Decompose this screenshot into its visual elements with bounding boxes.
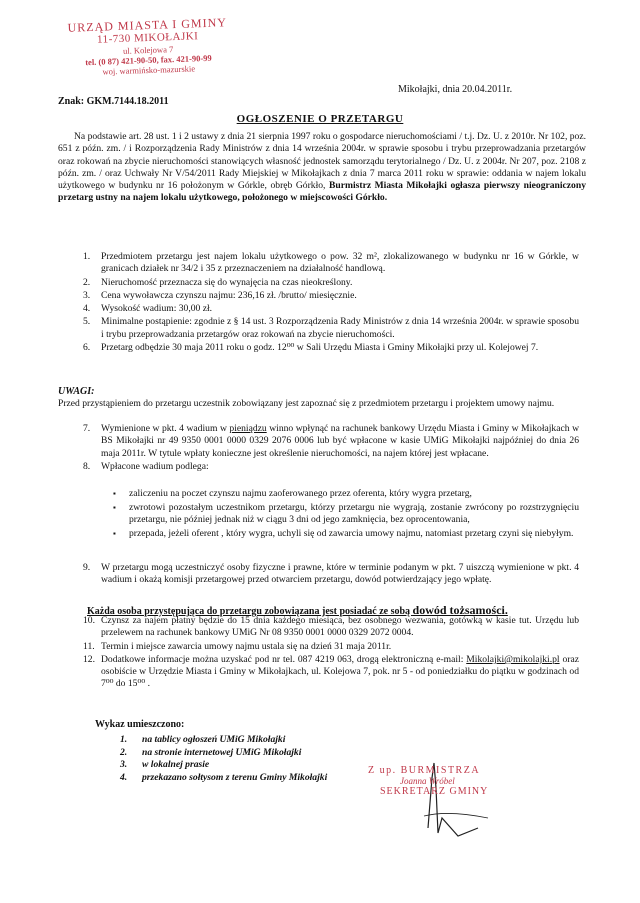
remarks-list: [75, 423, 579, 474]
item-text: oraz osobiście w Urzędzie Miasta i Gminy w Mikołajkach, ul. Kolejowa 7, pok. nr 5 - od poniedziałku do piątku w godzinach od 7⁰⁰ do 15⁰⁰ .: [101, 653, 579, 690]
approval-stamp-line-2: SEKRETARZ GMINY: [380, 786, 489, 797]
item-number: 1.: [120, 734, 128, 745]
item-number: 10.: [83, 615, 95, 626]
item-number: 1.: [83, 251, 91, 262]
item-text: na tablicy ogłoszeń UMiG Mikołajki: [142, 734, 286, 745]
item-number: 3.: [83, 289, 91, 301]
reference-number: Znak: GKM.7144.18.2011: [58, 96, 169, 107]
item-number: 2.: [83, 276, 91, 288]
item-number: 4.: [83, 303, 91, 315]
item-text: na stronie internetowej UMiG Mikołajki: [142, 746, 302, 758]
item-number: 3.: [120, 759, 128, 770]
item-text: Termin i miejsce zawarcia umowy najmu ustala się na dzień 31 maja 2011r.: [101, 640, 392, 652]
approval-stamp-line-1: Z up. BURMISTRZA: [368, 765, 481, 776]
intro-paragraph: [58, 131, 586, 205]
list-item: [75, 290, 579, 302]
stamp-line-3: ul. Kolejowa 7: [122, 44, 174, 56]
item-number: 2.: [120, 746, 128, 758]
item-text: winno wpłynąć na rachunek bankowy Urzędu Miasta i Gminy w Mikołajkach w BS Mikołajki nr 49 9350 0001 0000 0329 2076 0006 lub być wpłacone w kasie UMiG Mikołajki najpóźniej do dnia 26 maja 2011r. W tytule wpłaty konieczne jest określenie nieruchomości, na najem której jest wpłacane.: [101, 423, 579, 459]
item-number: 12.: [83, 653, 95, 665]
item-text: W przetargu mogą uczestniczyć osoby fizyczne i prawne, które w terminie podanym w pkt. 7 uiszczą wymienione w pkt. 4 wadium i okażą komisji przetargowej przed otwarciem przetargu, dowód potwierdzający jego wpłatę.: [101, 562, 579, 586]
list-item: [120, 772, 327, 785]
item-text: Nieruchomość przeznacza się do wynajęcia na czas nieokreślony.: [101, 276, 353, 288]
terms-list: [75, 251, 579, 355]
document-date: Mikołajki, dnia 20.04.2011r.: [398, 84, 513, 95]
item-text: Cena wywoławcza czynszu najmu: 236,16 zł. /brutto/ miesięcznie.: [101, 289, 357, 301]
office-stamp: [57, 15, 239, 78]
item-number: 6.: [83, 342, 91, 354]
list-item: [75, 461, 579, 473]
item-number: 11.: [83, 640, 95, 652]
bullet-item: ▪ przepada, jeżeli oferent , który wygra, uchyli się od zawarcia umowy najmu, natomiast przetarg czyni się niebyłym.: [111, 528, 579, 540]
list-item: [120, 734, 327, 747]
remarks-heading: UWAGI:: [58, 386, 95, 397]
list-item: [120, 747, 327, 760]
bullet-item: ▪ zwrotowi pozostałym uczestnikom przetargu, którzy przetargu nie wygrają, zostanie zwrócony po rozstrzygnięciu przetargu, nie później jednak niż w ciągu 3 dni od jego zamknięcia, bez oprocentowania,: [111, 502, 579, 526]
item-text: Minimalne postąpienie: zgodnie z § 14 ust. 3 Rozporządzenia Rady Ministrów z dnia 14 września 2004r. w sprawie sposobu i trybu przeprowadzania przetargów oraz rokowań na zbycie nieruchomości.: [101, 316, 579, 340]
list-item: [75, 423, 579, 460]
item-text: Przetarg odbędzie 30 maja 2011 roku o godz. 12⁰⁰ w Sali Urzędu Miasta i Gminy Mikołajki przy ul. Kolejowej 7.: [101, 342, 539, 354]
stamp-line-1: URZĄD MIASTA I GMINY: [67, 15, 228, 35]
document-title: OGŁOSZENIE O PRZETARGU: [236, 113, 404, 125]
id-requirement-emphasis: dowód tożsamości.: [412, 603, 508, 617]
intro-text: Na podstawie art. 28 ust. 1 i 2 ustawy z dnia 21 sierpnia 1997 roku o gospodarce nieruchomościami / t.j. Dz. U. z 2010r. Nr 102, poz. 651 z późn. zm. / i Rozporządzenia Rady Ministrów z dnia 14 września 2004r. w sprawie sposobu i trybu przeprowadzania przetargów oraz rokowań na zbycie nieruchomości stanowiących własność jednostek samorządu terytorialnego / Dz. U. z 2004r. Nr 207, poz. 2108 z późn. zm. / oraz Uchwały Nr V/54/2011 Rady Miejskiej w Mikołajkach z dnia 7 marca 2011 roku w sprawie: oddania w najem lokalu użytkowego w budynku nr 16 położonym w Górkle, obręb Górkło,: [58, 131, 586, 192]
stamp-line-5: woj. warmińsko-mazurskie: [102, 63, 196, 77]
item-number: 8.: [83, 460, 91, 472]
list-item: [75, 251, 579, 276]
email-link[interactable]: Mikolajki@mikolajki.pl: [466, 653, 560, 665]
payment-list: [75, 615, 579, 692]
item-number: 5.: [83, 316, 91, 328]
item-number: 9.: [83, 562, 91, 573]
item-text: przekazano sołtysom z terenu Gminy Mikołajki: [142, 771, 328, 783]
list-item: [75, 303, 579, 315]
item-text: Dodatkowe informacje można uzyskać pod nr tel. 087 4219 063, drogą elektroniczną e-mail:: [101, 653, 467, 665]
remarks-text: Przed przystąpieniem do przetargu uczestnik zobowiązany jest zapoznać się z przedmiotem przetargu i projektem umowy najmu.: [58, 398, 555, 409]
list-item: [75, 654, 579, 691]
item-text: Czynsz za najem płatny będzie do 15 dnia każdego miesiąca, bez osobnego wezwania, gotówką w kasie tut. Urzędu lub przelewem na rachunek bankowy UMiG Nr 08 9350 0001 0000 0329 2072 0004.: [101, 615, 579, 639]
distribution-list: [120, 734, 327, 784]
underlined-word: pieniądzu: [229, 423, 267, 434]
list-item: [75, 316, 579, 341]
intro-bold-text: Burmistrz Miasta Mikołajki ogłasza pierwszy nieograniczony przetarg ustny na najem lokalu użytkowego, położonego w miejscowości Górkło.: [58, 180, 586, 204]
id-requirement-text: Każda osoba przystępująca do przetargu zobowiązana jest posiadać ze sobą: [87, 606, 413, 617]
item-text: Przedmiotem przetargu jest najem lokalu użytkowego o pow. 32 m², zlokalizowanego w budynku nr 16 w Górkle, w granicach działek nr 34/2 i 35 z przeznaczeniem na działalność handlową.: [101, 251, 579, 275]
item-text: w lokalnej prasie: [142, 759, 210, 770]
bullet-item: ▪ zaliczeniu na poczet czynszu najmu zaoferowanego przez oferenta, który wygra przetarg,: [111, 488, 579, 500]
list-item: [120, 759, 327, 772]
item-text: Wysokość wadium: 30,00 zł.: [101, 303, 213, 315]
distribution-heading: Wykaz umieszczono:: [95, 719, 185, 730]
list-item: [75, 342, 579, 354]
deposit-bullets: [75, 488, 579, 542]
item-number: 7.: [83, 423, 91, 434]
approval-stamp-signature: Joanna Wróbel: [400, 776, 455, 786]
list-item: [75, 615, 579, 640]
remarks-list-cont: [75, 562, 579, 588]
item-text: Wpłacone wadium podlega:: [101, 460, 209, 472]
list-item: [75, 641, 579, 653]
item-number: 4.: [120, 771, 128, 783]
list-item: [75, 562, 579, 587]
item-text: Wymienione w pkt. 4 wadium w: [101, 423, 230, 434]
stamp-line-2: 11-730 MIKOŁAJKI: [96, 30, 199, 46]
approval-stamp: [368, 765, 508, 797]
stamp-line-4: tel. (0 87) 421-90-50, fax. 421-90-99: [85, 52, 212, 68]
list-item: [75, 277, 579, 289]
